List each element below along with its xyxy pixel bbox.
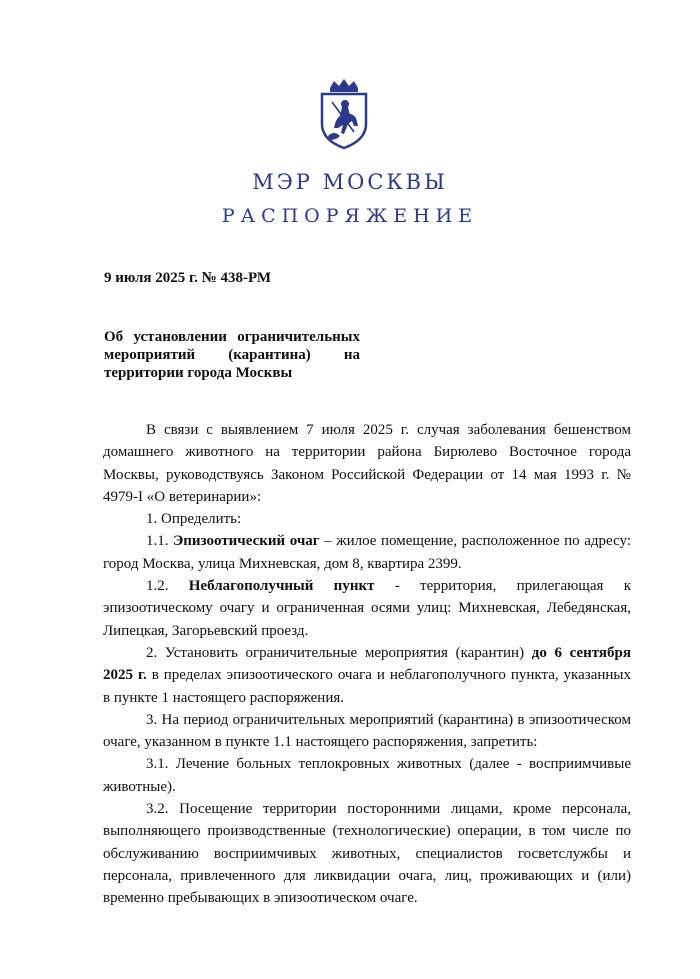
paragraph-3-2: 3.2. Посещение территории посторонними лицами, кроме персонала, выполняющего производственные (технологические) операции, в том числе по обслуживанию восприимчивых животных, специалистов госветслужбы и персонала, привлеченного для ликвидации очага, лиц, проживающих и (или) временно пребывающих в эпизоотическом очаге. — [103, 801, 631, 907]
document-subject — [104, 328, 360, 382]
paragraph-text: – жилое помещение, расположенное по адресу: город Москва, улица Михневская, дом 8, квартира 2399. — [103, 533, 631, 572]
paragraph-3: 3. На период ограничительных мероприятий (карантина) в эпизоотическом очаге, указанном в пункте 1.1 настоящего распоряжения, запретить: — [103, 711, 631, 751]
term-unfavorable-point: Неблагополучный пункт — [188, 578, 375, 595]
paragraph-text: в пределах эпизоотического очага и неблагополучного пункта, указанных в пункте 1 настоящего распоряжения. — [103, 667, 631, 706]
paragraph-2 — [103, 642, 631, 709]
document-body — [103, 419, 631, 910]
subject-line: территории города Москвы — [104, 365, 293, 381]
paragraph-prefix: 1.2. — [146, 578, 189, 595]
term-epizootic-focus: Эпизоотический очаг — [173, 533, 320, 550]
moscow-coat-of-arms-icon — [314, 78, 374, 150]
paragraph-1-1 — [103, 530, 631, 575]
subject-line: Об установлении ограничительных — [104, 329, 360, 345]
paragraph-text: - территория, прилегающая к эпизоотическому очагу и ограниченная осями улиц: Михневская, Лебедянская, Липецкая, Загорьевский проезд. — [103, 578, 631, 639]
org-title: МЭР МОСКВЫ — [252, 170, 448, 194]
date-and-number: 9 июля 2025 г. № 438-РМ — [104, 270, 271, 286]
intro-paragraph: В связи с выявлением 7 июля 2025 г. случая заболевания бешенством домашнего животного на территории района Бирюлево Восточное города Москвы, руководствуясь Законом Российской Федерации от 14 мая 1993 г. № 4979-I «О ветеринарии»: — [103, 422, 631, 505]
paragraph-1: 1. Определить: — [146, 511, 242, 528]
paragraph-prefix: 1.1. — [146, 533, 174, 550]
quarantine-deadline: до 6 сентября 2025 г. — [103, 644, 632, 684]
paragraph-3-1: 3.1. Лечение больных теплокровных животных (далее - восприимчивые животные). — [103, 756, 631, 795]
document-type: РАСПОРЯЖЕНИЕ — [221, 205, 479, 227]
paragraph-1-2 — [103, 575, 631, 642]
subject-line: мероприятий (карантина) на — [104, 347, 360, 363]
paragraph-text: 2. Установить ограничительные мероприятия (карантин) — [146, 644, 532, 661]
